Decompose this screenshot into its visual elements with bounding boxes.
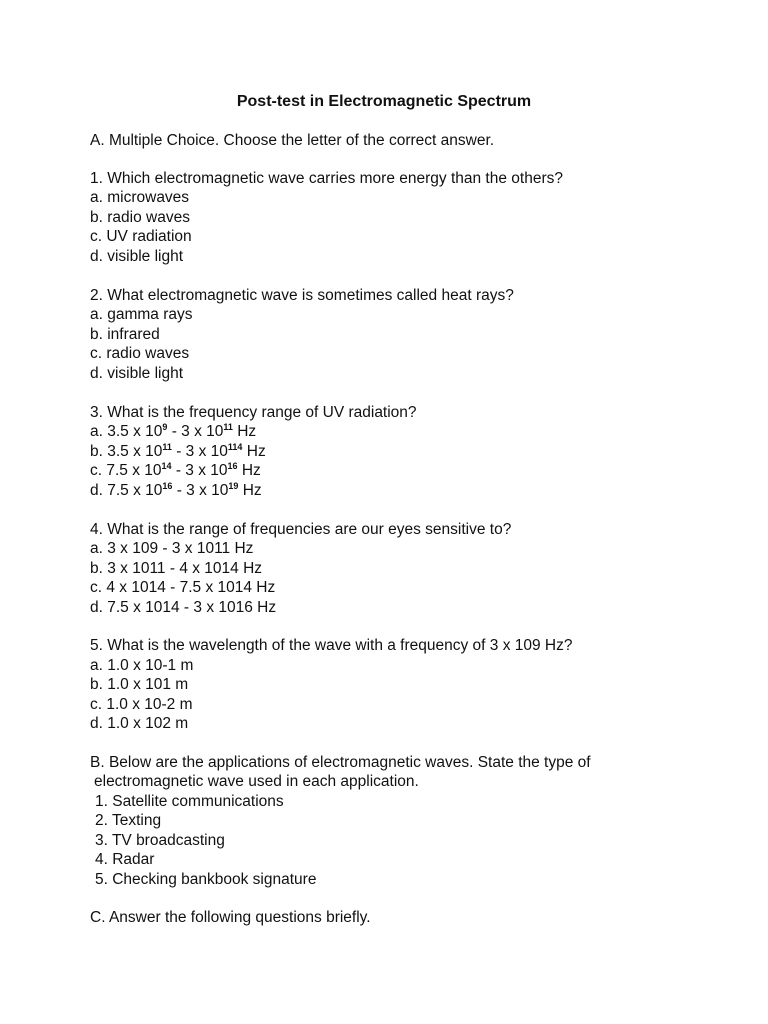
question-3: 3. What is the frequency range of UV radiation? — [90, 404, 417, 421]
exponent: 14 — [161, 461, 172, 471]
exponent: 19 — [228, 481, 239, 491]
section-b-item-2: 2. Texting — [95, 812, 162, 829]
q4-option-a: a. 3 x 109 - 3 x 1011 Hz — [90, 540, 254, 557]
q1-option-d: d. visible light — [90, 248, 184, 265]
section-a-heading: A. Multiple Choice. Choose the letter of the correct answer. — [90, 132, 495, 149]
q2-option-a: a. gamma rays — [90, 306, 193, 323]
q1-option-c: c. UV radiation — [90, 228, 192, 245]
section-b-heading-continued: electromagnetic wave used in each application. — [94, 773, 419, 790]
question-4: 4. What is the range of frequencies are our eyes sensitive to? — [90, 521, 512, 538]
exponent: 16 — [227, 461, 238, 471]
q2-option-c: c. radio waves — [90, 345, 190, 362]
q1-option-b: b. radio waves — [90, 209, 190, 226]
page-title: Post-test in Electromagnetic Spectrum — [236, 93, 532, 110]
q2-option-d: d. visible light — [90, 365, 184, 382]
q5-option-b: b. 1.0 x 101 m — [90, 676, 189, 693]
exponent: 11 — [162, 442, 172, 452]
q3-option-c: c. 7.5 x $10^{14} - 3$ x $10^{16}$ Hz — [90, 461, 261, 479]
exponent: 114 — [227, 442, 243, 452]
question-5: 5. What is the wavelength of the wave with a frequency of 3 x 109 Hz? — [90, 637, 573, 654]
q4-option-d: d. 7.5 x 1014 - 3 x 1016 Hz — [90, 599, 277, 616]
exponent: 16 — [162, 481, 173, 491]
exponent: 11 — [223, 422, 233, 432]
section-b-heading: B. Below are the applications of electromagnetic waves. State the type of — [90, 754, 591, 771]
section-b-item-5: 5. Checking bankbook signature — [95, 871, 317, 888]
question-1: 1. Which electromagnetic wave carries more energy than the others? — [90, 170, 563, 187]
section-b-item-3: 3. TV broadcasting — [95, 832, 225, 849]
q5-option-a: a. 1.0 x 10-1 m — [90, 657, 194, 674]
q3-option-b: b. 3.5 x $10^{11} - 3$ x $10^{114}$ Hz — [90, 442, 266, 460]
question-2: 2. What electromagnetic wave is sometimes called heat rays? — [90, 287, 514, 304]
q3-option-a: a. 3.5 x $10^9 - 3$ x $10^{11}$ Hz — [90, 422, 257, 440]
section-c-heading: C. Answer the following questions briefly. — [90, 909, 371, 926]
q4-option-c: c. 4 x 1014 - 7.5 x 1014 Hz — [90, 579, 276, 596]
section-b-item-4: 4. Radar — [95, 851, 155, 868]
q5-option-c: c. 1.0 x 10-2 m — [90, 696, 193, 713]
q1-option-a: a. microwaves — [90, 189, 190, 206]
q5-option-d: d. 1.0 x 102 m — [90, 715, 189, 732]
q3-option-d: d. 7.5 x $10^{16} - 3$ x $10^{19}$ Hz — [90, 481, 262, 499]
exponent: 9 — [162, 422, 168, 432]
q2-option-b: b. infrared — [90, 326, 160, 343]
q4-option-b: b. 3 x 1011 - 4 x 1014 Hz — [90, 560, 263, 577]
section-b-item-1: 1. Satellite communications — [95, 793, 284, 810]
